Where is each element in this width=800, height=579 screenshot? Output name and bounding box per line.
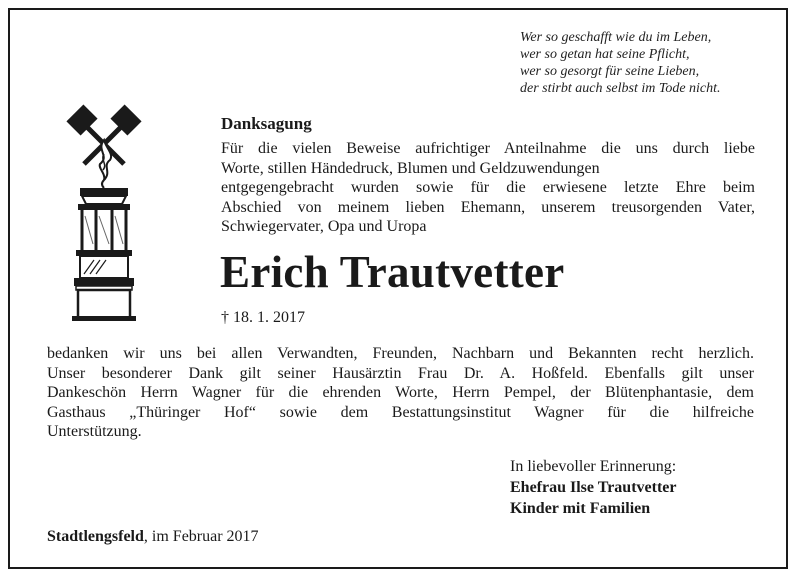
poem-line: der stirbt auch selbst im Tode nicht. xyxy=(520,81,721,96)
death-date: † 18. 1. 2017 xyxy=(221,309,305,326)
body-line: Unser besonderer Dank gilt seiner Hausärztin Frau Dr. A. Hoßfeld. Ebenfalls gilt unser xyxy=(47,364,754,382)
signer: Kinder mit Familien xyxy=(510,500,651,517)
memory-line: In liebevoller Erinnerung: xyxy=(510,458,677,475)
body-line: Dankeschön Herrn Wagner für die ehrenden Worte, Herrn Pempel, der Blütenphantasie, dem xyxy=(47,384,754,401)
intro-line: Abschied von meinem lieben Ehemann, unserem treusorgenden Vater, xyxy=(221,198,755,216)
signer: Ehefrau Ilse Trautvetter xyxy=(510,479,677,496)
poem-line: wer so gesorgt für seine Lieben, xyxy=(520,64,700,79)
body-line: bedanken wir uns bei allen Verwandten, Freunden, Nachbarn und Bekannten recht herzlich. xyxy=(47,345,754,362)
town: Stadtlengsfeld xyxy=(47,528,144,545)
date-text: , im Februar 2017 xyxy=(143,528,259,545)
notice-heading: Danksagung xyxy=(221,114,312,133)
memory-signature xyxy=(510,456,676,519)
body-line: Unterstützung. xyxy=(47,423,142,440)
deceased-name: Erich Trautvetter xyxy=(220,247,565,297)
miners-lamp-hammer-and-pick-icon xyxy=(66,104,142,322)
intro-line: entgegengebracht wurden sowie für die erwiesene letzte Ehre beim xyxy=(221,179,755,196)
poem-line: wer so getan hat seine Pflicht, xyxy=(520,47,690,62)
intro-line: Worte, stillen Händedruck, Blumen und Geldzuwendungen xyxy=(221,159,600,177)
thanks-paragraph xyxy=(47,344,754,442)
body-line: Gasthaus „Thüringer Hof“ sowie dem Bestattungsinstitut Wagner für die hilfreiche xyxy=(47,403,754,421)
memorial-poem xyxy=(520,29,721,97)
place-and-date xyxy=(47,528,259,546)
intro-line: Für die vielen Beweise aufrichtiger Anteilnahme die uns durch liebe xyxy=(221,140,755,157)
intro-line: Schwiegervater, Opa und Uropa xyxy=(221,218,427,235)
intro-paragraph xyxy=(221,139,755,237)
poem-line: Wer so geschafft wie du im Leben, xyxy=(520,30,712,45)
